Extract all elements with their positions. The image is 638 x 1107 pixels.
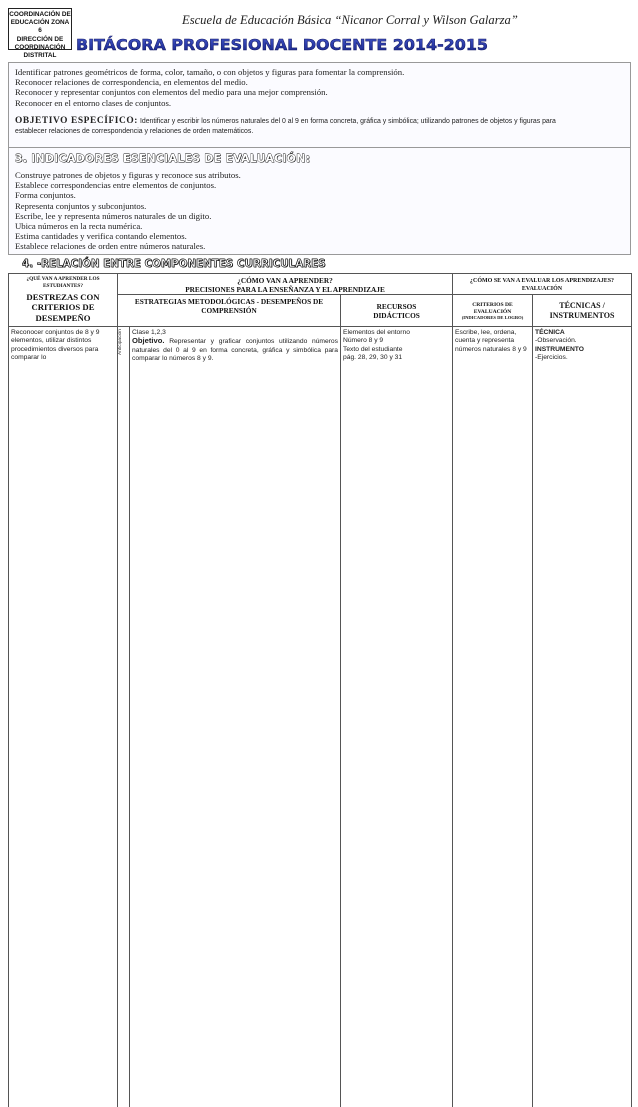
- criteria-title: CRITERIOS DE EVALUACIÓN: [453, 300, 532, 315]
- logo-line: DISTRITAL: [9, 52, 71, 60]
- strategy-cell: [130, 327, 341, 1107]
- techniques-cell: [533, 327, 632, 1107]
- objective-line: Identificar patrones geométricos de forma, color, tamaño, o con objetos y figuras para fomentar la comprensión.: [15, 67, 624, 77]
- destrezas-header-cell: [9, 274, 118, 327]
- school-name: Escuela de Educación Básica “Nicanor Corral y Wilson Galarza”: [182, 13, 518, 28]
- technique-value: -Observación.: [535, 337, 629, 345]
- indicator-item: Construye patrones de objetos y figuras y reconoce sus atributos.: [15, 170, 624, 180]
- logo-line: COORDINACIÓN: [9, 44, 71, 52]
- strategy-text: [130, 327, 340, 366]
- specific-objective: [15, 116, 624, 137]
- col3-question: ¿CÓMO SE VAN A EVALUAR LOS APRENDIZAJES? EVALUACIÓN: [453, 275, 631, 293]
- destreza-text: Reconocer conjuntos de 8 y 9 elementos, utilizar distintos procedimientos diversos para comparar lo: [9, 327, 117, 365]
- evaluacion-header-cell: [453, 274, 632, 295]
- curricular-table: [8, 273, 632, 1107]
- instrument-label: INSTRUMENTO: [535, 346, 629, 354]
- indicator-item: Establece relaciones de orden entre números naturales.: [15, 241, 624, 251]
- indicators-panel: [8, 148, 631, 255]
- strategies-header-cell: [118, 295, 341, 327]
- strategy-class: Clase 1,2,3: [132, 329, 338, 337]
- precisiones-header-cell: [118, 274, 453, 295]
- indicator-item: Ubica números en la recta numérica.: [15, 221, 624, 231]
- resource-item: Número 8 y 9: [343, 337, 450, 345]
- resources-header-cell: [341, 295, 453, 327]
- indicator-item: Escribe, lee y representa números naturales de un digito.: [15, 211, 624, 221]
- strategy-objective-label: Objetivo.: [132, 336, 165, 345]
- col2-title: PRECISIONES PARA LA ENSEÑANZA Y EL APRENDIZAJE: [118, 285, 452, 294]
- indicator-item: Representa conjuntos y subconjuntos.: [15, 201, 624, 211]
- objective-line: Reconocer relaciones de correspondencia, en elementos del medio.: [15, 77, 624, 87]
- specific-objective-text: Identificar y escribir los números naturales del 0 al 9 en forma concreta, gráfica y simbólica; utilizando patrones de objetos y figuras para: [138, 118, 556, 125]
- criteria-text: Escribe, lee, ordena, cuenta y representa números naturales 8 y 9: [453, 327, 532, 356]
- col1-title: DESTREZAS CON CRITERIOS DE DESEMPEÑO: [9, 292, 117, 323]
- col1-question: ¿QUÉ VAN A APRENDER LOS ESTUDIANTES?: [9, 274, 117, 289]
- indicator-item: Forma conjuntos.: [15, 190, 624, 200]
- indicators-heading: 3. INDICADORES ESENCIALES DE EVALUACIÓN:: [15, 151, 624, 166]
- objective-line: Reconocer y representar conjuntos con elementos del medio para una mejor comprensión.: [15, 87, 624, 97]
- technique-label: TÉCNICA: [535, 329, 629, 337]
- criteria-header-cell: [453, 295, 533, 327]
- col2-question: ¿CÓMO VAN A APRENDER?: [118, 274, 452, 285]
- resource-item: pág. 28, 29, 30 y 31: [343, 354, 450, 362]
- logo-line: EDUCACIÓN ZONA 6: [9, 19, 71, 35]
- criteria-cell: [453, 327, 533, 1107]
- indicator-item: Establece correspondencias entre elementos de conjuntos.: [15, 180, 624, 190]
- objective-line: Reconocer en el entorno clases de conjuntos.: [15, 98, 624, 108]
- phase-label: Anticipación: [118, 327, 123, 1107]
- techniques-header-cell: [533, 295, 632, 327]
- resources-title: RECURSOS DIDÁCTICOS: [341, 302, 452, 320]
- resources-cell: [341, 327, 453, 1107]
- strategy-objective-text: Representar y graficar conjuntos utilizando números naturales del 0 al 9 en forma concreta, gráfica y simbólica para comparar lo números 8 y 9.: [132, 338, 338, 362]
- destreza-cell: [9, 327, 118, 1107]
- bitacora-title: BITÁCORA PROFESIONAL DOCENTE 2014-2015: [76, 35, 488, 54]
- logo-line: COORDINACIÓN DE: [9, 11, 71, 19]
- techniques-title: TÉCNICAS / INSTRUMENTOS: [533, 301, 631, 321]
- resource-item: Texto del estudiante: [343, 346, 450, 354]
- specific-objective-label: OBJETIVO ESPECÍFICO:: [15, 116, 138, 126]
- strategies-title: ESTRATEGIAS METODOLÓGICAS - DESEMPEÑOS DE COMPRENSIÓN: [118, 295, 340, 315]
- specific-objective-text-cont: establecer relaciones de correspondencia y relaciones de orden matemáticos.: [15, 128, 253, 135]
- indicator-item: Estima cantidades y verifica contando elementos.: [15, 231, 624, 241]
- logo-line: DIRECCIÓN DE: [9, 36, 71, 44]
- objectives-panel: [8, 62, 631, 148]
- resource-item: Elementos del entorno: [343, 329, 450, 337]
- instrument-value: -Ejercicios.: [535, 354, 629, 362]
- bitacora-title-banner: [70, 31, 510, 57]
- district-logo-box: [8, 8, 72, 50]
- phase-cell: [118, 327, 130, 1107]
- criteria-note: (INDICADORES DE LOGRO): [453, 315, 532, 321]
- curricular-heading: 4. -RELACIÓN ENTRE COMPONENTES CURRICULARES: [22, 259, 326, 270]
